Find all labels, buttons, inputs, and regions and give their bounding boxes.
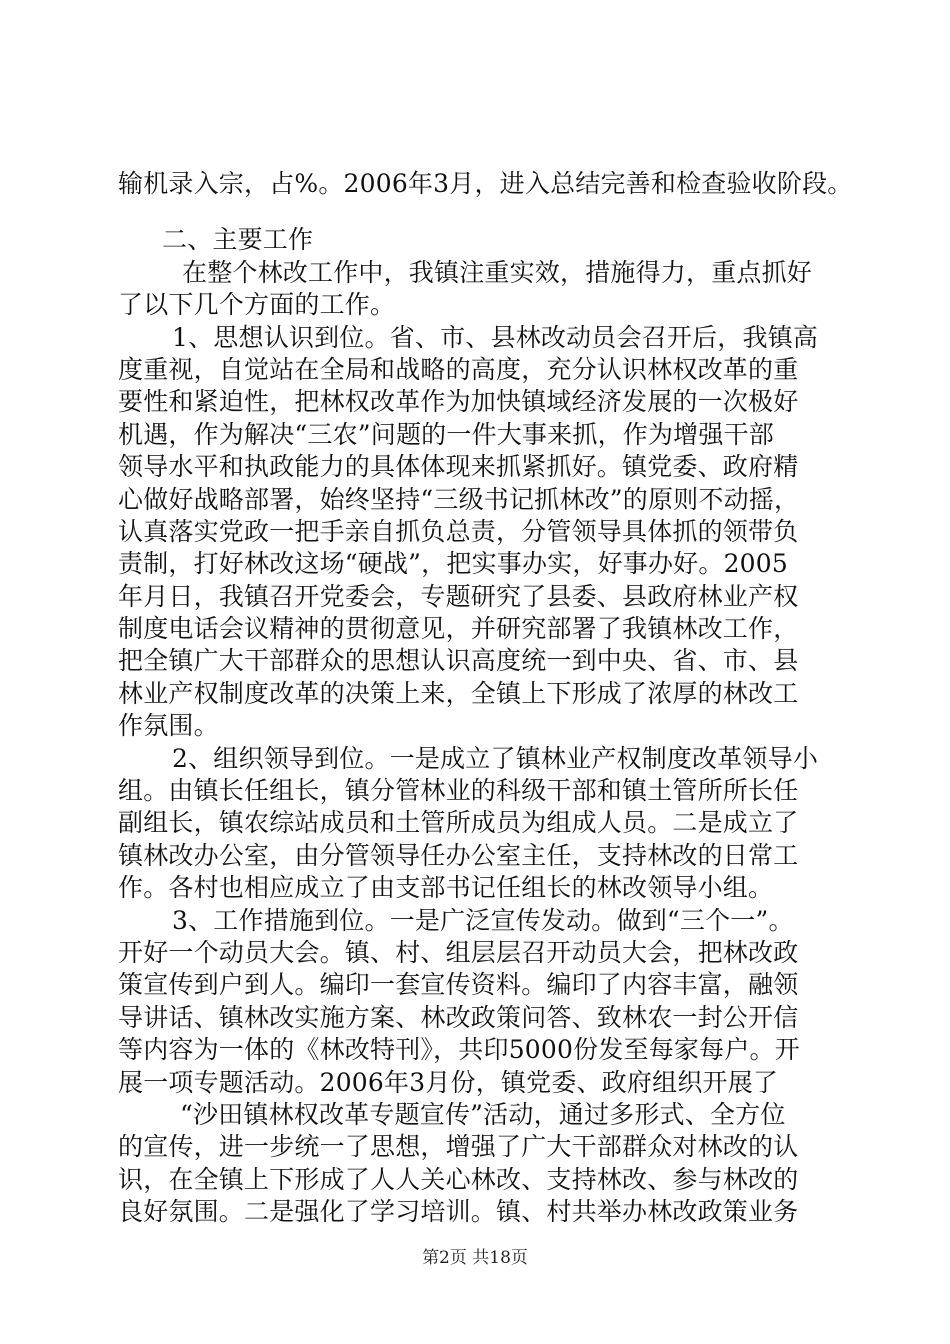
text-line: 开好一个动员大会。镇、村、组层层召开动员大会，把林改政 <box>118 937 799 967</box>
text-line: 展一项专题活动。2006年3月份，镇党委、政府组织开展了 <box>118 1067 779 1097</box>
text-line: 心做好战略部署，始终坚持“三级书记抓林改”的原则不动摇， <box>118 484 800 514</box>
text-line: 组。由镇长任组长，镇分管林业的科级干部和镇土管所所长任 <box>118 776 799 806</box>
text-line: 制度电话会议精神的贯彻意见，并研究部署了我镇林改工作， <box>118 614 799 644</box>
text-line: 度重视，自觉站在全局和战略的高度，充分认识林权改革的重 <box>118 354 799 384</box>
text-line: 认真落实党政一把手亲自抓负总责，分管领导具体抓的领带负 <box>118 516 799 546</box>
text-line: 在整个林改工作中，我镇注重实效，措施得力，重点抓好 <box>182 257 813 287</box>
text-line: 良好氛围。二是强化了学习培训。镇、村共举办林改政策业务 <box>118 1197 799 1227</box>
section-heading: 二、主要工作 <box>162 225 314 255</box>
text-line: 责制，打好林改这场“硬战”，把实事办实，好事办好。2005 <box>118 549 788 579</box>
text-line: 输机录入宗，占%。2006年3月，进入总结完善和检查验收阶段。 <box>118 169 853 198</box>
text-line: 2、组织领导到位。一是成立了镇林业产权制度改革领导小 <box>172 743 819 773</box>
text-line: 1、思想认识到位。省、市、县林改动员会召开后，我镇高 <box>172 322 819 352</box>
text-line: 3、工作措施到位。一是广泛宣传发动。做到“三个一”。 <box>172 905 794 935</box>
text-line: 机遇，作为解决“三农”问题的一件大事来抓，作为增强干部 <box>118 419 774 449</box>
text-line: 领导水平和执政能力的具体体现来抓紧抓好。镇党委、政府精 <box>118 452 799 482</box>
text-line: 要性和紧迫性，把林权改革作为加快镇域经济发展的一次极好 <box>118 387 799 417</box>
text-line: 识，在全镇上下形成了人人关心林改、支持林改、参与林改的 <box>118 1164 799 1194</box>
text-line: 林业产权制度改革的决策上来，全镇上下形成了浓厚的林改工 <box>118 678 799 708</box>
text-line: “沙田镇林权改革专题宣传”活动，通过多形式、全方位 <box>180 1099 786 1129</box>
text-line: 副组长，镇农综站成员和土管所成员为组成人员。二是成立了 <box>118 808 799 838</box>
text-line: 等内容为一体的《林改特刊》，共印5000份发至每家每户。开 <box>118 1035 800 1065</box>
text-line: 年月日，我镇召开党委会，专题研究了县委、县政府林业产权 <box>118 581 799 611</box>
text-line: 作氛围。 <box>118 711 219 741</box>
text-line: 作。各村也相应成立了由支部书记任组长的林改领导小组。 <box>118 873 774 903</box>
page-number-footer: 第2页 共18页 <box>422 1248 528 1268</box>
paragraph-gap <box>118 200 858 224</box>
text-line: 把全镇广大干部群众的思想认识高度统一到中央、省、市、县 <box>118 646 799 676</box>
text-line: 镇林改办公室，由分管领导任办公室主任，支持林改的日常工 <box>118 840 799 870</box>
text-line: 的宣传，进一步统一了思想，增强了广大干部群众对林改的认 <box>118 1132 799 1162</box>
text-line: 策宣传到户到人。编印一套宣传资料。编印了内容丰富，融领 <box>118 970 799 1000</box>
document-body <box>118 168 858 1229</box>
text-line: 了以下几个方面的工作。 <box>118 290 396 320</box>
text-line: 导讲话、镇林改实施方案、林改政策问答、致林农一封公开信 <box>118 1002 799 1032</box>
